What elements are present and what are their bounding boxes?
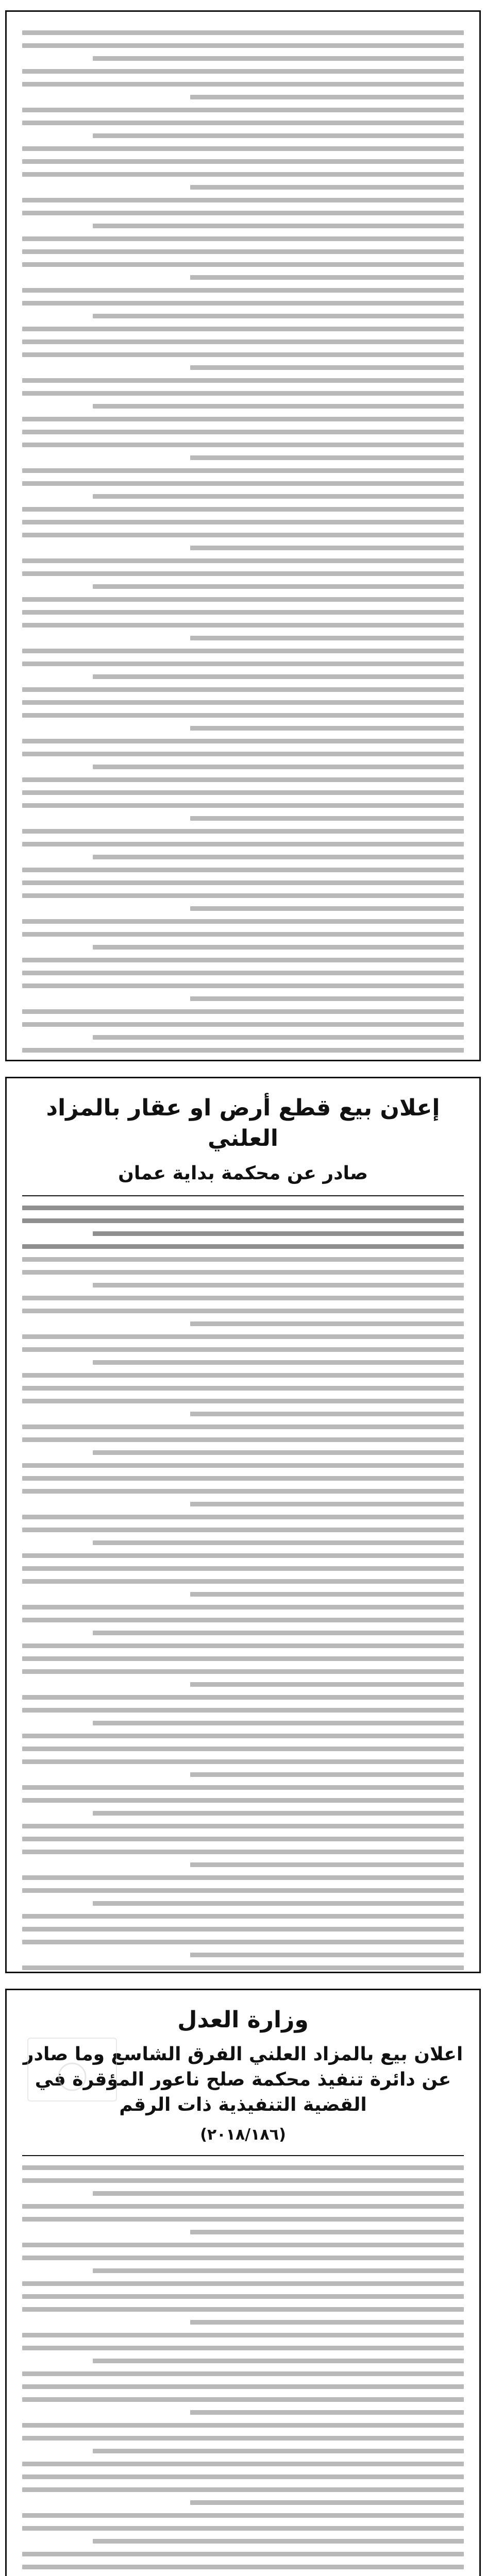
notice-middle	[5, 1077, 481, 1973]
watermark-text	[28, 2061, 116, 2094]
divider	[22, 2155, 464, 2156]
notice-bottom	[5, 1989, 481, 2576]
notice-bottom-heading: اعلان بيع بالمزاد العلني الفرق الشاسع وما صادر عن دائرة تنفيذ محكمة صلح ناعور المؤقرة في القضية التنفيذية ذات الرقم	[23, 2044, 463, 2115]
notice-middle-heading: إعلان بيع قطع أرض او عقار بالمزاد العلني	[46, 1095, 440, 1152]
notice-bottom-ministry: وزارة العدل	[177, 2007, 309, 2033]
newspaper-logo-watermark-icon	[27, 2038, 117, 2102]
notice-middle-body	[22, 1206, 464, 1973]
notice-bottom-body	[22, 2165, 464, 2576]
notice-middle-subheading: صادر عن محكمة بداية عمان	[118, 1162, 368, 1184]
notice-top	[5, 10, 481, 1061]
divider	[22, 1195, 464, 1196]
notice-bottom-case-number: (٢٠١٨/١٨٦)	[200, 2126, 286, 2144]
notice-top-body	[22, 30, 464, 1061]
